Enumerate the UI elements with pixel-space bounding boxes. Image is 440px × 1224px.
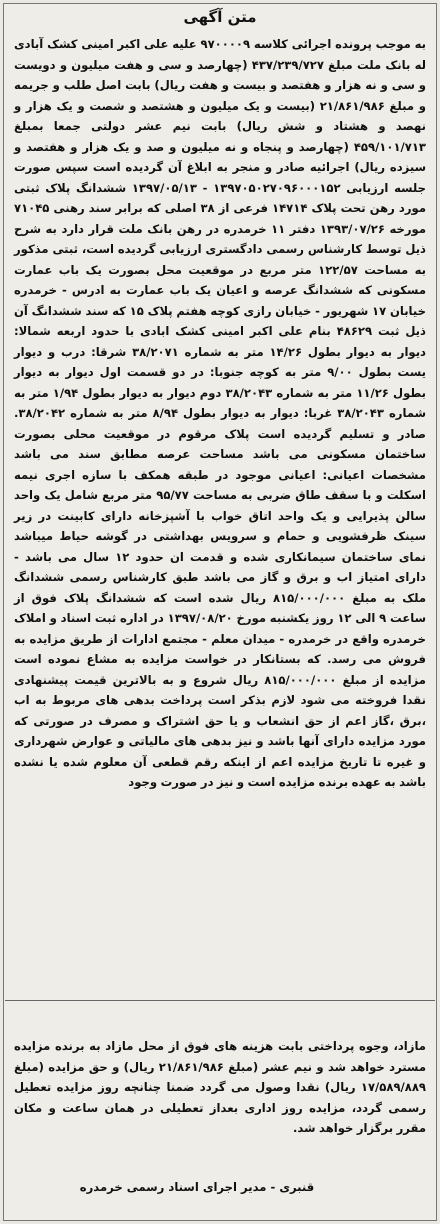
notice-signature: قنبری - مدیر اجرای اسناد رسمی خرمدره (79, 1180, 315, 1194)
notice-footer-paragraph: مازاد، وجوه پرداختی بابت هزینه های فوق از محل مازاد به برنده مزایده مسترد خواهد شد و نیم عشر (مبلغ ۲۱/۸۶۱/۹۸۶ ریال) و حق مزایده (مبلغ ۱۷/۵۸۹/۸۸۹ ریال) نقدا وصول می گردد ضمنا چنانچه روز مزایده تعطیل رسمی گردد، مزایده روز اداری بعداز تعطیلی در همان ساعت و مکان مقرر برگزار خواهد شد. (14, 1039, 427, 1135)
notice-footer (14, 1036, 426, 1139)
section-divider (5, 1000, 435, 1001)
notice-title: متن آگهی (183, 8, 257, 26)
notice-body (14, 34, 426, 793)
notice-body-paragraph: به موجب پرونده اجرائی کلاسه ۹۷۰۰۰۰۹ علیه علی اکبر امینی کشک آبادی له بانک ملت مبلغ ۴۳۷/۲۳۹/۷۲۷ (چهارصد و سی و هفت میلیون و دویست و سی و نه هزار و هفتصد و بیست و هفت ریال) بابت اصل طلب و جریمه و مبلغ ۲۱/۸۶۱/۹۸۶ (بیست و یک میلیون و هشتصد و شصت و یک هزار و نهصد و هشتاد و شش ریال) بابت نیم عشر دولتی جمعا بمبلغ ۴۵۹/۱۰۱/۷۱۳ (چهارصد و پنجاه و نه میلیون و صد و یک هزار و هفتصد و سیزده ریال) اجرائیه صادر و منجر به ابلاغ آن گردیده است سپس صورت جلسه ارزیابی ۱۳۹۷۰۵۰۲۷۰۹۶۰۰۰۱۵۲ - ۱۳۹۷/۰۵/۱۳ ششدانگ پلاک ثبتی مورد رهن تحت پلاک ۱۴۷۱۴ فرعی از ۳۸ اصلی که برابر سند رهنی ۷۱۰۴۵ مورخه ۱۳۹۳/۰۷/۲۶ دفتر ۱۱ خرمدره در رهن بانک ملت قرار دارد به شرح ذیل توسط کارشناس رسمی دادگستری ارزیابی گردیده است، ثبتی مذکور به مساحت ۱۲۲/۵۷ متر مربع در موقعیت محل بصورت یک باب عمارت مسکونی که ششدانگ عرصه و اعیان یک باب عمارت به ادرس - خرمدره خیابان ۱۷ شهریور - خیابان رازی کوچه هفتم پلاک ۱۵ که سند ششدانگ آن ذیل ثبت ۴۸۶۲۹ بنام علی اکبر امینی کشک ابادی با حدود اربعه شمالا: دیوار به دیوار بطول ۱۴/۲۶ متر به شماره ۳۸/۲۰۷۱ شرقا: درب و دیوار یست بطول ۹/۰۰ متر به کوچه جنوبا: در دو قسمت اول دیوار به دیوار بطول ۱۱/۲۶ متر به شماره ۳۸/۲۰۴۳ دوم دیوار به دیوار بطول ۱/۹۴ متر به شماره ۳۸/۲۰۴۳ غربا: دیوار به دیوار بطول ۸/۹۴ متر به شماره ۳۸/۲۰۴۲. صادر و تسلیم گردیده است پلاک مرقوم در موقعیت محلی بصورت ساختمان مسکونی می باشد مساحت عرصه مطابق سند می باشد مشخصات اعیانی: اعیانی موجود در طبقه همکف با سازه اجری نیمه اسکلت و با سقف طاق ضربی به مساحت ۹۵/۷۷ متر مربع شامل یک واحد سالن پذیرایی و یک واحد اتاق خواب با آشپزخانه دارای کابینت در زیر سینک ظرفشویی و حمام و سرویس بهداشتی در گوشه حیاط میباشد نمای ساختمان سیمانکاری شده و قدمت ان حدود ۱۲ سال می باشد - دارای امتیاز اب و برق و گاز می باشد طبق کارشناس رسمی ششدانگ ملک به مبلغ ۸۱۵/۰۰۰/۰۰۰ ریال شده است که ششدانگ پلاک فوق از ساعت ۹ الی ۱۲ روز یکشنبه مورخ ۱۳۹۷/۰۸/۲۰ در اداره ثبت اسناد و املاک خرمدره واقع در خرمدره - میدان معلم - مجتمع ادارات از طریق مزایده به فروش می رسد. که بستانکار در خواست مزایده به مشاع نموده است مزایده از مبلغ ۸۱۵/۰۰۰/۰۰۰ ریال شروع و به بالاترین قیمت پیشنهادی نقدا فروخته می شود لازم بذکر است پرداخت بدهی های مربوط به اب ،برق ،گاز اعم از حق انشعاب و یا حق اشتراک و مصرف در صورتی که مورد مزایده دارای آنها باشد و نیز بدهی های مالیاتی و عوارض شهرداری و غیره تا تاریخ مزایده اعم از اینکه رقم قطعی آن معلوم شده یا نشده باشد به عهده برنده مزایده است و نیز در صورت وجود (14, 37, 427, 789)
